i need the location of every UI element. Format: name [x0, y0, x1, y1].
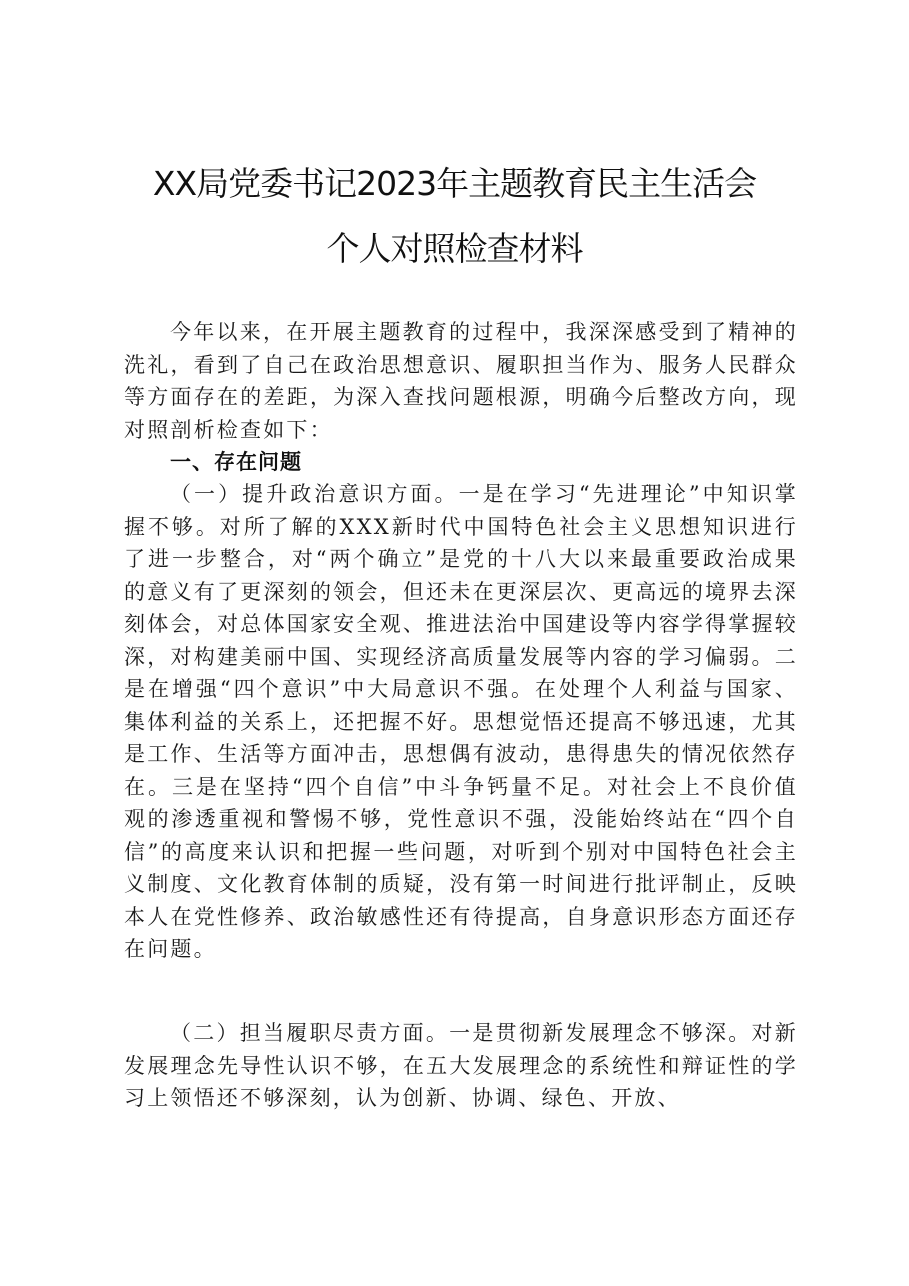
intro-paragraph: 今年以来，在开展主题教育的过程中，我深深感受到了精神的洗礼，看到了自己在政治思想意识、履职担当作为、服务人民群众等方面存在的差距，为深入查找问题根源，明确今后整改方向，现对照剖析检查如下：	[124, 320, 798, 442]
document-title-line-2: 个人对照检查材料	[326, 229, 583, 268]
section-heading: 一、存在问题	[170, 450, 302, 474]
document-title-line-1: XX局党委书记2023年主题教育民主生活会	[152, 164, 757, 203]
paragraph-duty-performance: （二）担当履职尽责方面。一是贯彻新发展理念不够深。对新发展理念先导性认识不够，在五大发展理念的系统性和辩证性的学习上领悟还不够深刻，认为创新、协调、绿色、开放、	[124, 1021, 798, 1110]
paragraph-political-awareness: （一）提升政治意识方面。一是在学习“先进理论”中知识掌握不够。对所了解的XXX新时代中国特色社会主义思想知识进行了进一步整合，对“两个确立”是党的十八大以来最重要政治成果的意义有了更深刻的领会，但还未在更深层次、更高远的境界去深刻体会，对总体国家安全观、推进法治中国建设等内容学得掌握较深，对构建美丽中国、实现经济高质量发展等内容的学习偏弱。二是在增强“四个意识”中大局意识不强。在处理个人利益与国家、集体利益的关系上，还把握不好。思想觉悟还提高不够迅速，尤其是工作、生活等方面冲击，思想偶有波动，患得患失的情况依然存在。三是在坚持“四个自信”中斗争钙量不足。对社会上不良价值观的渗透重视和警惕不够，党性意识不强，没能始终站在“四个自信”的高度来认识和把握一些问题，对听到个别对中国特色社会主义制度、文化教育体制的质疑，没有第一时间进行批评制止，反映本人在党性修养、政治敏感性还有待提高，自身意识形态方面还存在问题。	[124, 482, 798, 961]
